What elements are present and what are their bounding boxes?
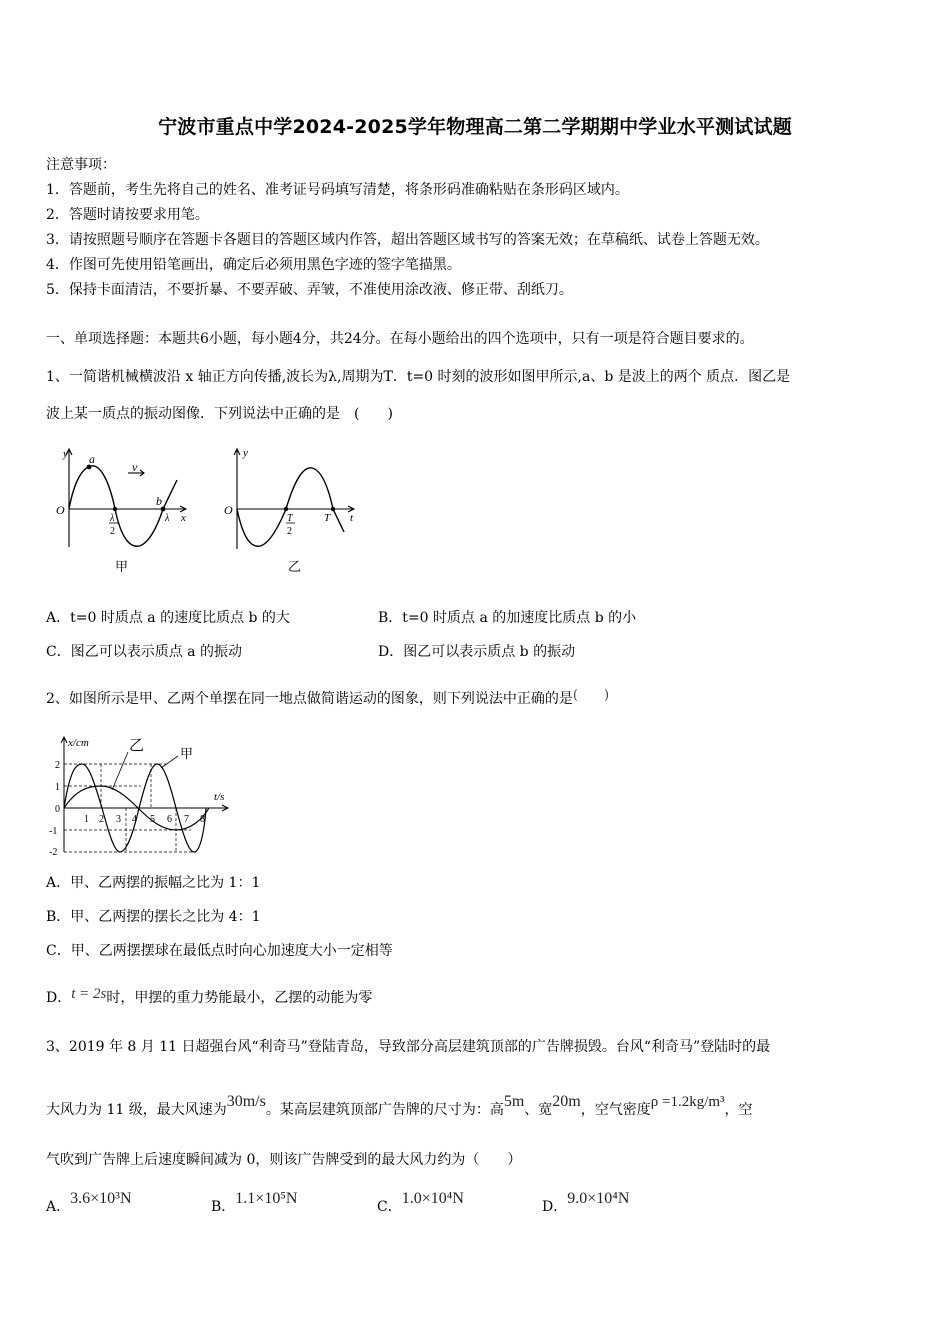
q3-option-value: 3.6×10³N (70, 1190, 132, 1207)
half-lambda-num: λ (110, 513, 115, 524)
q2-figure (46, 730, 236, 860)
xtick: 7 (184, 814, 189, 825)
q3-option-value: 1.1×10⁵N (235, 1190, 298, 1207)
ytick: 2 (55, 760, 60, 771)
q3-stem-line1: 3、2019 年 8 月 11 日超强台风“利奇马”登陆青岛，导致部分高层建筑顶部的广告牌损毁。台风“利奇马”登陆时的最 (46, 1039, 771, 1055)
q3-text: ，空气密度 (580, 1102, 651, 1118)
q3-option-d[interactable] (542, 1190, 630, 1216)
q3-option-letter: B． (211, 1199, 236, 1215)
q3-option-value: 9.0×10⁴N (567, 1190, 630, 1207)
section-heading: 一、单项选择题：本题共6小题，每小题4分，共24分。在每小题给出的四个选项中，只有一项是符合题目要求的。 (46, 331, 754, 347)
y-label: y (243, 447, 248, 459)
q2-option-b[interactable]: B．甲、乙两摆的摆长之比为 4：1 (46, 909, 261, 925)
label-yi-pointer (112, 752, 128, 790)
origin-label: O (224, 503, 233, 517)
xtick: 4 (132, 814, 137, 825)
q1-stem-line1: 1、一简谐机械横波沿 x 轴正方向传播,波长为λ,周期为T．t=0 时刻的波形如图甲所示,a、b 是波上的两个 质点．图乙是 (46, 369, 791, 385)
half-period-point (284, 507, 288, 511)
notice-item: 4．作图可先使用铅笔画出，确定后必须用黑色字迹的签字笔描黑。 (46, 257, 461, 273)
q2-answer-bracket: ( ) (572, 688, 610, 703)
half-lambda-den: 2 (110, 526, 115, 537)
q3-text: 。某高层建筑顶部广告牌的尺寸为：高 (265, 1102, 504, 1118)
half-t-num: T (287, 513, 293, 524)
q3-option-value: 1.0×10⁴N (401, 1190, 464, 1207)
q3-stem-line3: 气吹到广告牌上后速度瞬间减为 0，则该广告牌受到的最大风力约为（ ） (46, 1152, 522, 1168)
lambda-label: λ (165, 513, 170, 524)
y-axis-label: x/cm (68, 737, 89, 749)
caption-jia: 甲 (115, 559, 129, 574)
q2-option-c[interactable]: C．甲、乙两摆摆球在最低点时向心加速度大小一定相等 (46, 943, 393, 959)
page-title: 宁波市重点中学2024-2025学年物理高二第二学期期中学业水平测试试题 (158, 116, 792, 138)
q3-option-a[interactable] (46, 1190, 132, 1216)
xtick: 8 (200, 814, 205, 825)
q1-option-d[interactable]: D．图乙可以表示质点 b 的振动 (378, 644, 576, 660)
ytick: 0 (55, 804, 60, 815)
q2-option-d-letter: D． (46, 990, 72, 1006)
period-label: T (324, 512, 331, 524)
q3-width: 20m (552, 1093, 581, 1110)
notice-item: 2．答题时请按要求用笔。 (46, 207, 209, 223)
x-label: x (181, 512, 186, 524)
label-jia: 甲 (180, 746, 194, 761)
label-b: b (156, 494, 162, 508)
x-axis-label: t/s (214, 791, 225, 803)
period-point (331, 507, 335, 511)
q1-figure-jia (52, 442, 197, 580)
label-v: v (132, 460, 138, 474)
q3-option-c[interactable] (377, 1190, 464, 1216)
q1-option-b[interactable]: B．t=0 时质点 a 的加速度比质点 b 的小 (378, 610, 637, 626)
q1-stem-line2: 波上某一质点的振动图像．下列说法中正确的是 ( ) (46, 406, 393, 422)
q3-option-b[interactable] (211, 1190, 298, 1216)
q3-text: ，空 (724, 1102, 753, 1118)
xtick: 6 (167, 814, 172, 825)
q1-option-a[interactable]: A．t=0 时质点 a 的速度比质点 b 的大 (46, 610, 290, 626)
q3-stem-line2 (46, 1093, 753, 1119)
q3-height: 5m (503, 1093, 525, 1110)
q3-option-letter: D． (542, 1199, 568, 1215)
label-jia-pointer (161, 756, 178, 768)
q3-wind-speed: 30m/s (226, 1093, 266, 1110)
label-yi: 乙 (129, 738, 145, 754)
ytick: -1 (49, 826, 58, 837)
notice-item: 1．答题前，考生先将自己的姓名、准考证号码填写清楚，将条形码准确粘贴在条形码区域内。 (46, 182, 629, 198)
origin-label: O (56, 503, 65, 517)
t-label: t (350, 512, 354, 524)
q2-option-a[interactable]: A．甲、乙两摆的振幅之比为 1：1 (46, 875, 261, 891)
q2-option-d-text: 时，甲摆的重力势能最小，乙摆的动能为零 (106, 990, 373, 1006)
caption-yi: 乙 (288, 559, 302, 574)
q2-stem (46, 688, 609, 708)
q2-option-d[interactable] (46, 987, 372, 1007)
ytick: 1 (55, 782, 60, 793)
xtick: 2 (99, 814, 104, 825)
half-t-den: 2 (287, 526, 292, 537)
y-label: y (63, 448, 68, 460)
q3-text: 大风力为 11 级，最大风速为 (46, 1102, 227, 1118)
xtick: 5 (150, 814, 155, 825)
half-wavelength-point (113, 507, 117, 511)
xtick: 3 (116, 814, 121, 825)
q2-option-d-math: t = 2s (71, 986, 107, 1002)
q1-option-c[interactable]: C．图乙可以表示质点 a 的振动 (46, 644, 242, 660)
q2-stem-text: 2、如图所示是甲、乙两个单摆在同一地点做简谐运动的图象，则下列说法中正确的是 (46, 691, 573, 707)
q3-air-density: ρ =1.2kg/m³ (650, 1094, 725, 1110)
notice-item: 3．请按照题号顺序在答题卡各题目的答题区域内作答，超出答题区域书写的答案无效；在草稿纸、试卷上答题无效。 (46, 232, 769, 248)
q1-figure-yi (220, 442, 365, 580)
ytick: -2 (49, 847, 58, 858)
xtick: 1 (84, 814, 89, 825)
q3-option-letter: A． (46, 1199, 71, 1215)
q3-option-letter: C． (377, 1199, 402, 1215)
q3-text: 、宽 (524, 1102, 553, 1118)
notice-heading: 注意事项： (46, 157, 116, 173)
notice-item: 5．保持卡面清洁，不要折暴、不要弄破、弄皱，不准使用涂改液、修正带、刮纸刀。 (46, 282, 573, 298)
label-a: a (89, 452, 95, 466)
